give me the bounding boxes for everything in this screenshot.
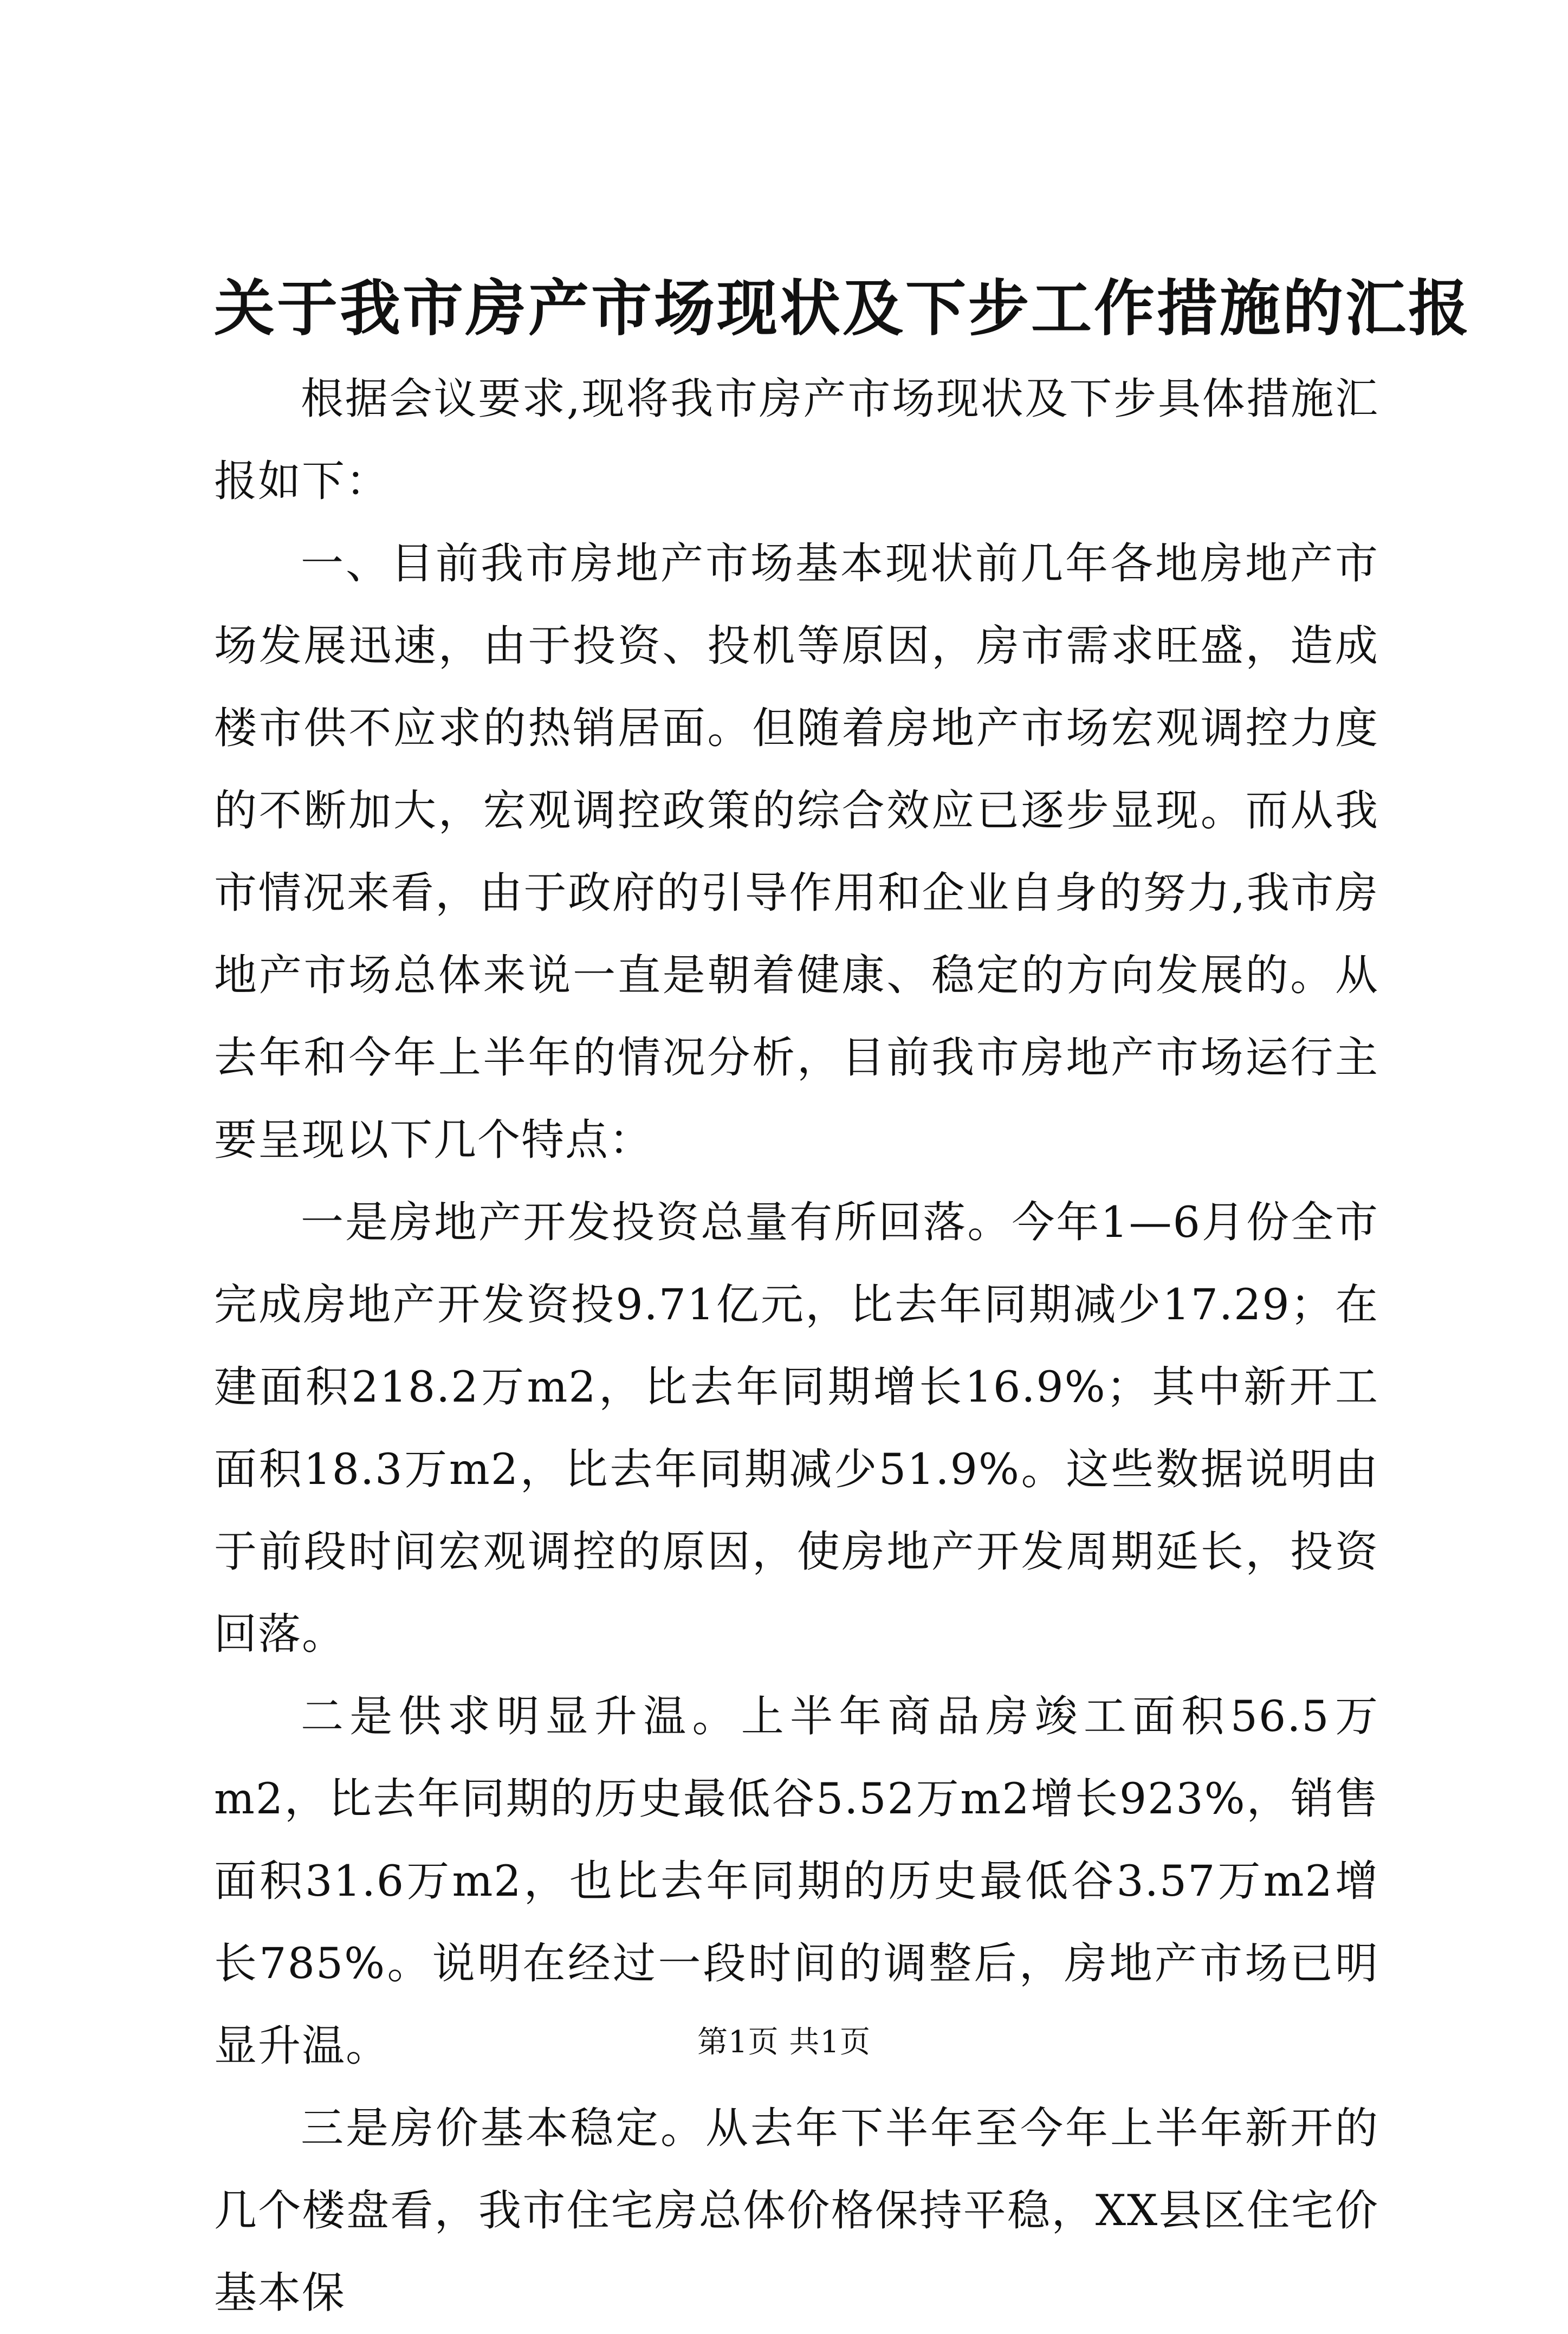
- paragraph-point-two: 二是供求明显升温。上半年商品房竣工面积56.5万m2，比去年同期的历史最低谷5.52万m2增长923%，销售面积31.6万m2，也比去年同期的历史最低谷3.57万m2增长785%。说明在经过一段时间的调整后，房地产市场已明显升温。: [214, 1691, 1379, 2071]
- paragraph-point-one: 一是房地产开发投资总量有所回落。今年1—6月份全市完成房地产开发资投9.71亿元，比去年同期减少17.29；在建面积218.2万m2，比去年同期增长16.9%；其中新开工面积18.3万m2，比去年同期减少51.9%。这些数据说明由于前段时间宏观调控的原因，使房地产开发周期延长，投资回落。: [214, 1197, 1379, 1659]
- paragraph-intro: 根据会议要求,现将我市房产市场现状及下步具体措施汇报如下：: [214, 374, 1379, 506]
- paragraph-section-one: 一、目前我市房地产市场基本现状前几年各地房地产市场发展迅速，由于投资、投机等原因，房市需求旺盛，造成楼市供不应求的热销居面。但随着房地产市场宏观调控力度的不断加大，宏观调控政策的综合效应已逐步显现。而从我市情况来看，由于政府的引导作用和企业自身的努力,我市房地产市场总体来说一直是朝着健康、稳定的方向发展的。从去年和今年上半年的情况分析，目前我市房地产市场运行主要呈现以下几个特点：: [214, 539, 1379, 1165]
- page-footer: 第1页 共1页: [697, 2025, 871, 2060]
- paragraph-point-three: 三是房价基本稳定。从去年下半年至今年上半年新开的几个楼盘看，我市住宅房总体价格保持平稳，XX县区住宅价基本保: [214, 2103, 1379, 2318]
- document-title: 关于我市房产市场现状及下步工作措施的汇报: [214, 273, 1471, 344]
